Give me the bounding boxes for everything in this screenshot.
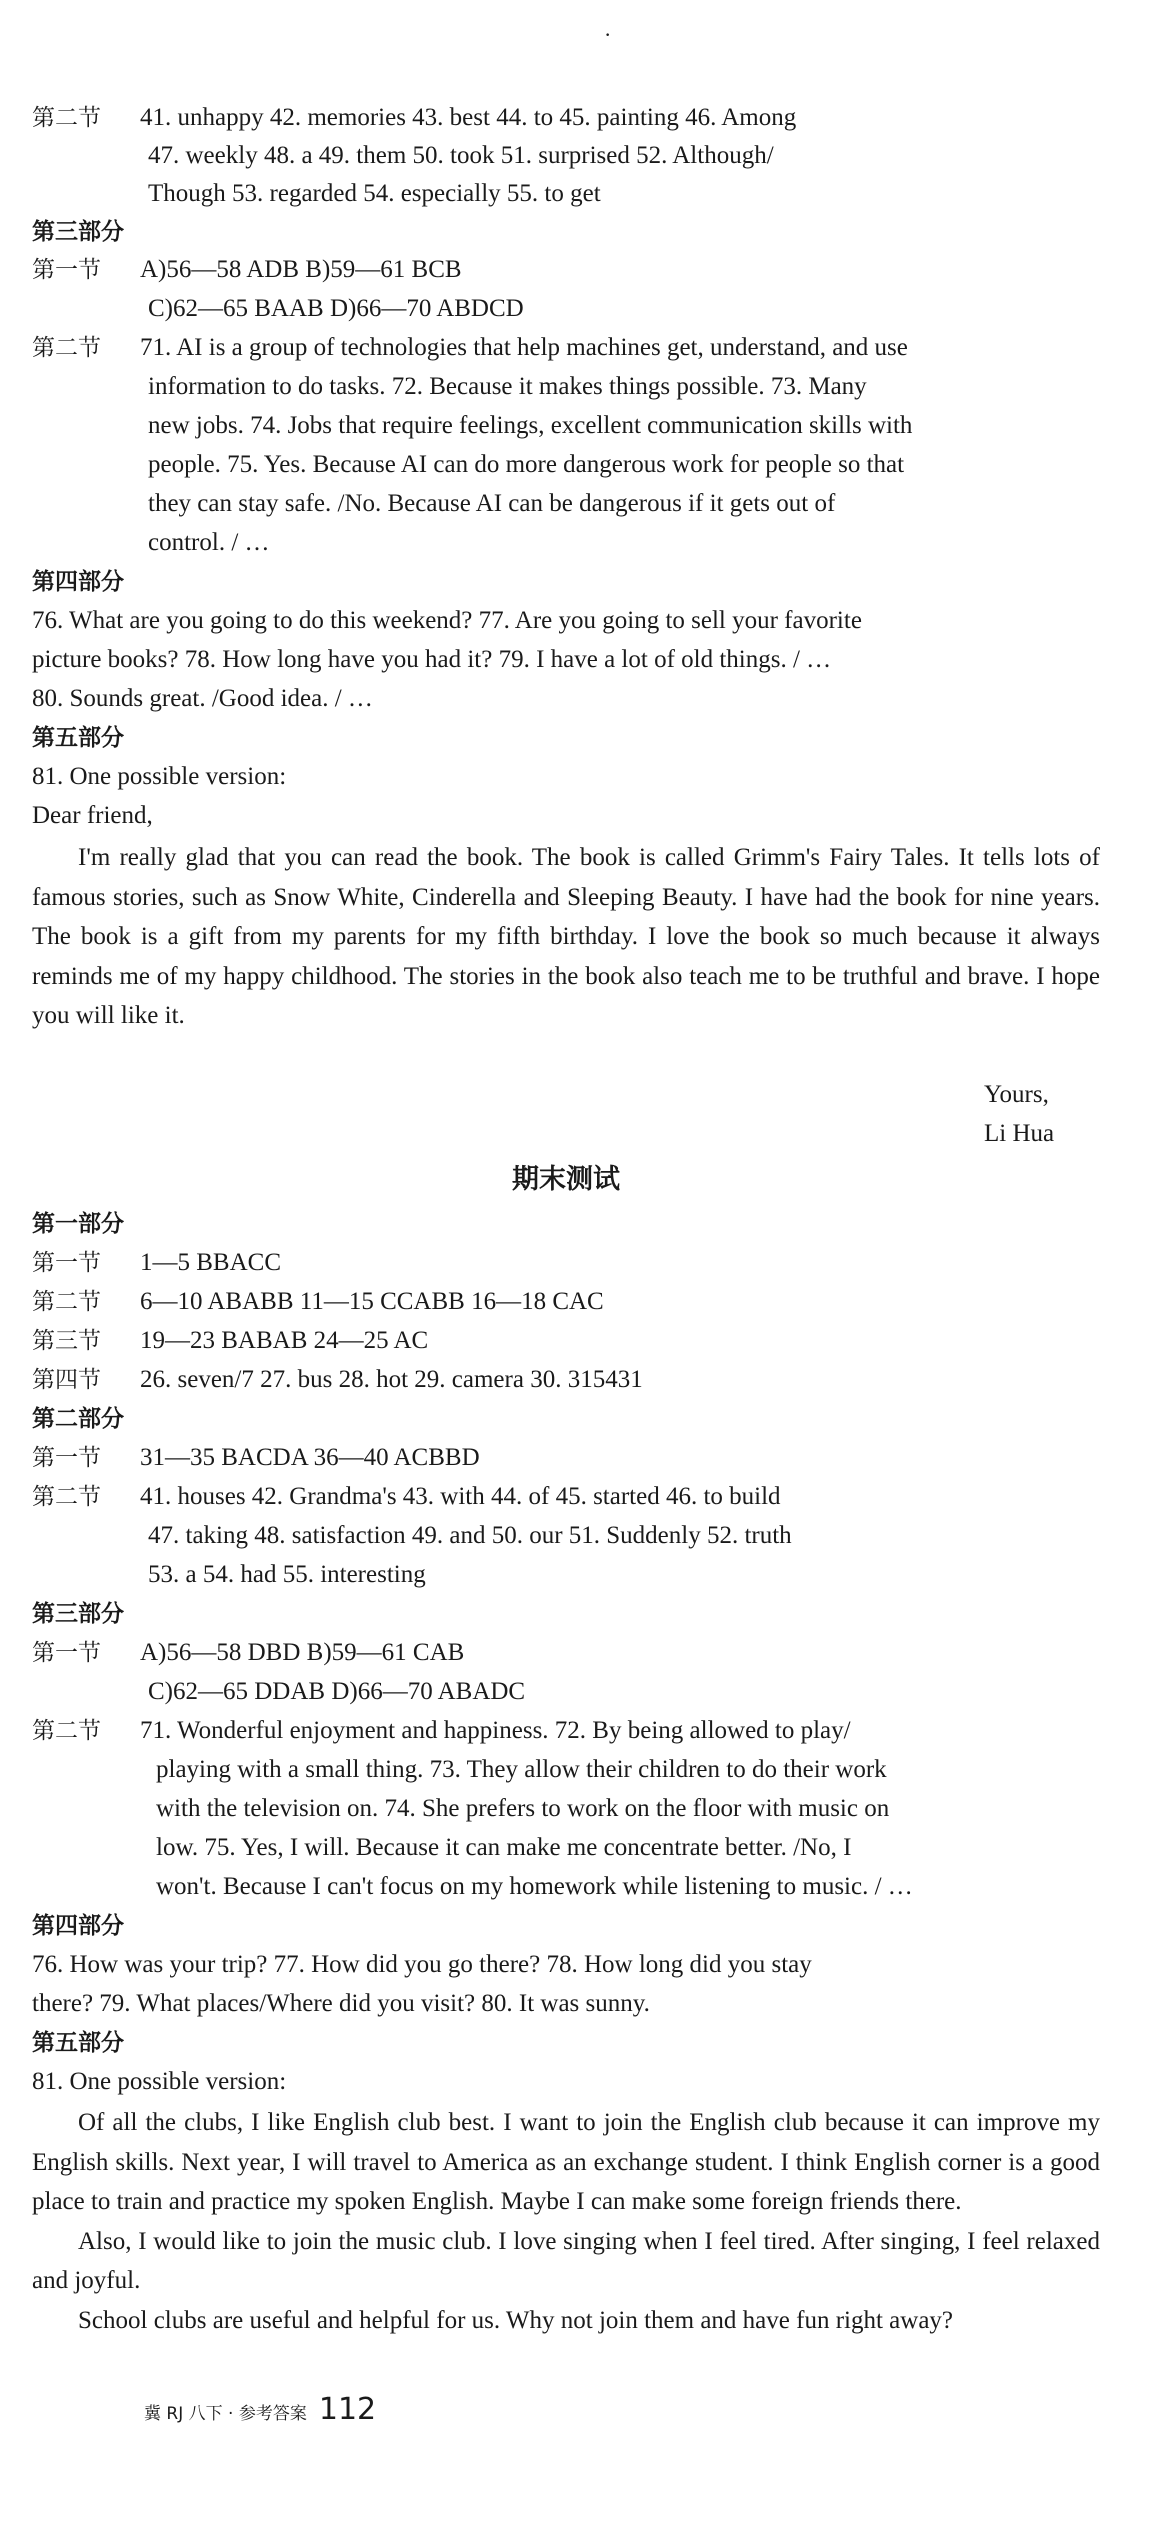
f-p5-essay [32,2103,1100,2340]
f-part1-heading: 第一部分 [32,1211,124,1237]
u-p2s2-line3: Though 53. regarded 54. especially 55. to get [148,180,601,207]
answer-text: 6—10 ABABB 11—15 CCABB 16—18 CAC [140,1288,604,1315]
essay-paragraph-3: School clubs are useful and helpful for us. Why not join them and have fun right away? [78,2306,954,2334]
section-label: 第一节 [32,1640,101,1666]
u-p5-letter-body [32,838,1100,1036]
f-p4-line1: 76. How was your trip? 77. How did you go there? 78. How long did you stay [32,1951,812,1978]
section-label: 第二节 [32,335,101,361]
u-part5-heading: 第五部分 [32,725,124,751]
u-p5-closing: Yours, [984,1081,1049,1108]
answer-text: 71. Wonderful enjoyment and happiness. 72. By being allowed to play/ [140,1717,851,1744]
section-label: 第三节 [32,1328,101,1354]
answer-text: A)56—58 ADB B)59—61 BCB [140,256,462,283]
answer-text: 26. seven/7 27. bus 28. hot 29. camera 30. 315431 [140,1366,643,1393]
f-p3s2-line1 [32,1712,851,1750]
u-p3s2-line1 [32,329,908,367]
u-p3s1-line1 [32,251,462,289]
f-p2s2-line3: 53. a 54. had 55. interesting [148,1561,426,1588]
f-p1s3 [32,1322,428,1360]
u-p3s2-line2: information to do tasks. 72. Because it makes things possible. 73. Many [148,373,867,400]
section-label: 第二节 [32,1484,101,1510]
f-p3s1-line2: C)62—65 DDAB D)66—70 ABADC [148,1678,526,1705]
f-p3s2-line2: playing with a small thing. 73. They allow their children to do their work [156,1756,887,1783]
u-p5-signature: Li Hua [984,1120,1055,1147]
f-part3-heading: 第三部分 [32,1601,124,1627]
section-label: 第二节 [32,1289,101,1315]
f-part5-heading: 第五部分 [32,2030,124,2056]
u-p3s2-line5: they can stay safe. /No. Because AI can be dangerous if it gets out of [148,490,836,517]
f-p2s2-line2: 47. taking 48. satisfaction 49. and 50. our 51. Suddenly 52. truth [148,1522,792,1549]
answer-text: 41. houses 42. Grandma's 43. with 44. of 45. started 46. to build [140,1483,781,1510]
essay-paragraph-2: Also, I would like to join the music club. I love singing when I feel tired. After singing, I feel relaxed and joyful. [32,2227,1100,2294]
u-part3-heading: 第三部分 [32,219,124,245]
u-p3s1-line2: C)62—65 BAAB D)66—70 ABDCD [148,295,524,322]
u-p4-line1: 76. What are you going to do this weekend? 77. Are you going to sell your favorite [32,607,862,634]
section-label: 第二节 [32,1718,101,1744]
u-p2s2-line1 [32,99,796,137]
f-p1s4 [32,1361,643,1399]
u-p5-intro: 81. One possible version: [32,763,287,790]
page-footer [144,2392,376,2427]
f-part2-heading: 第二部分 [32,1406,124,1432]
letter-paragraph: I'm really glad that you can read the book. The book is called Grimm's Fairy Tales. It tells lots of famous stories, such as Snow White, Cinderella and Sleeping Beauty. I have had the book for nine years. The book is a gift from my parents for my fifth birthday. I love the book so much because it always reminds me of my happy childhood. The stories in the book also teach me to be truthful and brave. I hope you will like it. [32,844,1100,1029]
u-part4-heading: 第四部分 [32,569,124,595]
answer-text: 31—35 BACDA 36—40 ACBBD [140,1444,480,1471]
f-p1s2 [32,1283,604,1321]
essay-paragraph-1: Of all the clubs, I like English club best. I want to join the English club because it can improve my English skills. Next year, I will travel to America as an exchange student. I think English corner is a good place to train and practice my spoken English. Maybe I can make some foreign friends there. [32,2109,1100,2215]
section-label: 第二节 [32,105,101,131]
answer-text: 41. unhappy 42. memories 43. best 44. to 45. painting 46. Among [140,104,797,131]
f-p5-intro: 81. One possible version: [32,2068,287,2095]
footer-label: 冀 RJ 八下 · 参考答案 [144,2404,307,2424]
top-dot-mark: · [604,22,612,47]
f-p4-line2: there? 79. What places/Where did you visit? 80. It was sunny. [32,1990,650,2017]
u-p2s2-line2: 47. weekly 48. a 49. them 50. took 51. surprised 52. Although/ [148,142,774,169]
u-p5-greeting: Dear friend, [32,802,153,829]
answer-text: 1—5 BBACC [140,1249,282,1276]
section-label: 第一节 [32,1250,101,1276]
u-p3s2-line3: new jobs. 74. Jobs that require feelings, excellent communication skills with [148,412,913,439]
u-p3s2-line6: control. / … [148,529,270,556]
final-test-title: 期末测试 [512,1164,620,1195]
f-p2s1 [32,1439,480,1477]
f-p2s2-line1 [32,1478,781,1516]
section-label: 第四节 [32,1367,101,1393]
section-label: 第一节 [32,1445,101,1471]
f-p3s2-line3: with the television on. 74. She prefers to work on the floor with music on [156,1795,890,1822]
u-p4-line3: 80. Sounds great. /Good idea. / … [32,685,373,712]
u-p4-line2: picture books? 78. How long have you had it? 79. I have a lot of old things. / … [32,646,832,673]
answer-text: A)56—58 DBD B)59—61 CAB [140,1639,465,1666]
section-label: 第一节 [32,257,101,283]
u-p3s2-line4: people. 75. Yes. Because AI can do more dangerous work for people so that [148,451,905,478]
f-p3s1-line1 [32,1634,464,1672]
f-part4-heading: 第四部分 [32,1913,124,1939]
f-p3s2-line4: low. 75. Yes, I will. Because it can make me concentrate better. /No, I [156,1834,852,1861]
answer-text: 71. AI is a group of technologies that help machines get, understand, and use [140,334,908,361]
page-number: 112 [318,2392,377,2427]
f-p1s1 [32,1244,281,1282]
answer-text: 19—23 BABAB 24—25 AC [140,1327,429,1354]
f-p3s2-line5: won't. Because I can't focus on my homework while listening to music. / … [156,1873,913,1900]
